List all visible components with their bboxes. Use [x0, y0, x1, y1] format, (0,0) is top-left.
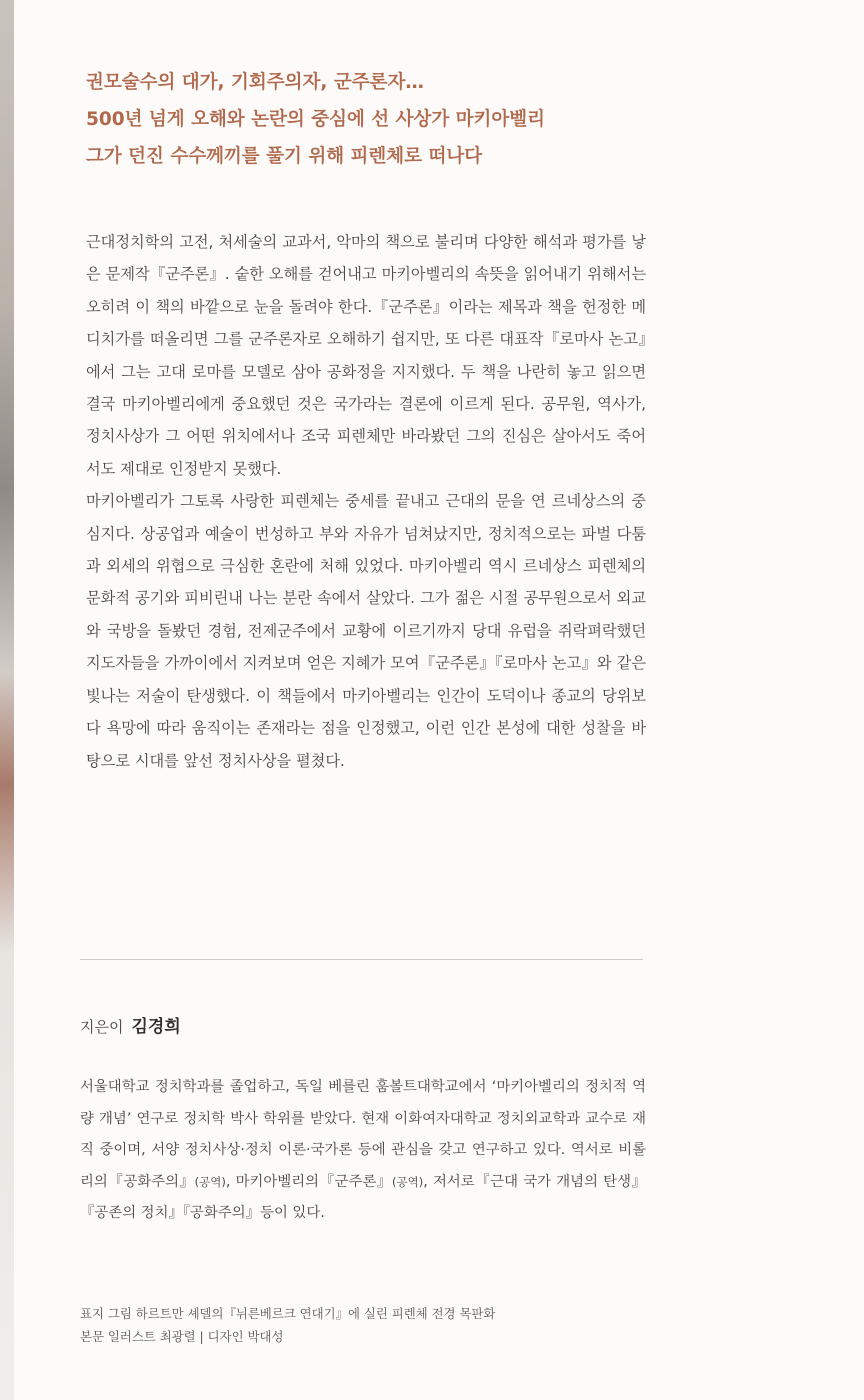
tagline-line-1: 권모술수의 대가, 기회주의자, 군주론자… — [86, 72, 424, 93]
bio-text-3: , 저서로『근대 국가 개념의 탄생』『공존의 정치』『공화주의』등이 있다. — [80, 1173, 646, 1221]
tagline-block — [86, 64, 786, 175]
staff-credit: 본문 일러스트 최광렬 | 디자인 박대성 — [80, 1329, 284, 1344]
bio-text-1: 서울대학교 정치학과를 졸업하고, 독일 베를린 훔볼트대학교에서 ‘마키아벨리의 정치적 역량 개념’ 연구로 정치학 박사 학위를 받았다. 현재 이화여자대학교 정치외교학과 교수로 재직 중이며, 서양 정치사상·정치 이론·국가론 등에 관심을 갖고 연구하고 있다. 역서로 비롤리의『공화주의』 — [80, 1079, 646, 1190]
tagline-line-2: 500년 넘게 오해와 논란의 중심에 선 사상가 마키아벨리 — [86, 109, 545, 130]
bio-note-2: (공역) — [391, 1174, 424, 1189]
author-name: 김경희 — [131, 1017, 181, 1037]
bio-note-1: (공역) — [194, 1174, 226, 1189]
bio-text-2: , 마키아벨리의『군주론』 — [225, 1173, 392, 1190]
book-spine-edge — [0, 0, 14, 1400]
description-paragraph-1: 근대정치학의 고전, 처세술의 교과서, 악마의 책으로 불리며 다양한 해석과 평가를 낳은 문제작『군주론』. 숱한 오해를 걷어내고 마키아벨리의 속뜻을 읽어내기 위해서는 오히려 이 책의 바깥으로 눈을 돌려야 한다.『군주론』이라는 제목과 책을 헌정한 메디치가를 떠올리면 그를 군주론자로 오해하기 쉽지만, 또 다른 대표작『로마사 논고』에서 그는 고대 로마를 모델로 삼아 공화정을 지지했다. 두 책을 나란히 놓고 읽으면 결국 마키아벨리에게 중요했던 것은 국가라는 결론에 이르게 된다. 공무원, 역사가, 정치사상가 그 어떤 위치에서나 조국 피렌체만 바라봤던 그의 진심은 살아서도 죽어서도 제대로 인정받지 못했다. — [86, 233, 646, 478]
tagline-line-3: 그가 던진 수수께끼를 풀기 위해 피렌체로 떠나다 — [86, 146, 483, 167]
book-description — [86, 226, 646, 777]
author-label: 지은이 — [80, 1018, 124, 1036]
description-paragraph-2: 마키아벨리가 그토록 사랑한 피렌체는 중세를 끝내고 근대의 문을 연 르네상스의 중심지다. 상공업과 예술이 번성하고 부와 자유가 넘쳐났지만, 정치적으로는 파벌 다툼과 외세의 위협으로 극심한 혼란에 처해 있었다. 마키아벨리 역시 르네상스 피렌체의 문화적 공기와 피비린내 나는 분란 속에서 살았다. 그가 젊은 시절 공무원으로서 외교와 국방을 돌봤던 경험, 전제군주에서 교황에 이르기까지 당대 유럽을 쥐락펴락했던 지도자들을 가까이에서 지켜보며 얻은 지혜가 모여『군주론』『로마사 논고』와 같은 빛나는 저술이 탄생했다. 이 책들에서 마키아벨리는 인간이 도덕이나 종교의 당위보다 욕망에 따라 움직이는 존재라는 점을 인정했고, 이런 인간 본성에 대한 성찰을 바탕으로 시대를 앞선 정치사상을 펼쳤다. — [86, 492, 646, 770]
author-heading — [80, 1012, 640, 1037]
author-bio — [80, 1072, 646, 1230]
section-divider — [80, 959, 643, 960]
credits-block — [80, 1302, 680, 1348]
cover-credit: 표지 그림 하르트만 셰델의『뉘른베르크 연대기』에 실린 피렌체 전경 목판화 — [80, 1306, 496, 1321]
